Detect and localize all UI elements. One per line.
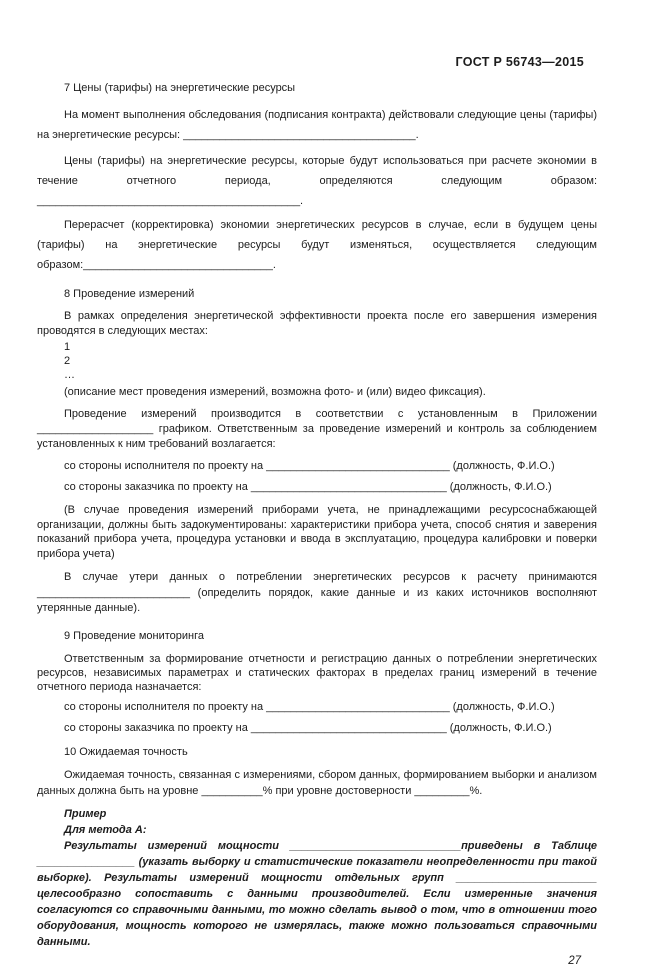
measurement-place-item-ellipsis: …: [64, 369, 75, 381]
paragraph-monitoring-responsible: Ответственным за формирование отчетности и регистрацию данных о потреблении энергетических ресурсов, независимых параметрах и статических факторах в пределах границ измерений в течение отчетного периода назначается:: [37, 652, 597, 693]
section-8-heading: 8 Проведение измерений: [64, 288, 195, 300]
paragraph-measurement-schedule: Проведение измерений производится в соответствии с установленным в Приложении ___________________ графиком. Ответственным за проведение измерений и контроль за соблюдением установленных к ним требований возлагается:: [37, 408, 597, 450]
paragraph-places-description: (описание мест проведения измерений, возможна фото- и (или) видео фиксация).: [64, 386, 486, 398]
measurement-place-item-2: 2: [64, 355, 71, 367]
page-number: 27: [568, 954, 581, 967]
section-9-heading: 9 Проведение мониторинга: [64, 629, 204, 642]
signature-line-customer-monitoring: со стороны заказчика по проекту на ________________________________ (должность, Ф.И.О.): [64, 721, 552, 734]
example-body: Результаты измерений мощности ____________________________приведены в Таблице ________________ (указать выборку и статистические показатели неопределенности при такой выборке). Результаты измерений мощности отдельных групп _______________________ целесообразно сопоставить с данными производителей. Если измеренные значения согласуются со справочными данными, то можно сделать вывод о том, что в отношении того оборудования, мощность которого не измерялась, также можно пользоваться справочными данными.: [37, 839, 597, 948]
measurement-place-item-1: 1: [64, 341, 71, 353]
example-block: [37, 806, 597, 950]
paragraph-current-prices: На момент выполнения обследования (подписания контракта) действовали следующие цены (тарифы) на энергетические ресурсы: ______________________________________.: [37, 109, 597, 141]
paragraph-data-loss: В случае утери данных о потреблении энергетических ресурсов к расчету принимаются _________________________ (определить порядок, какие данные и из каких источников восполняют утерянные данные).: [37, 571, 597, 614]
paragraph-meters-note: (В случае проведения измерений приборами учета, не принадлежащими ресурсоснабжающей организации, должны быть задокументированы: характеристики прибора учета, способ снятия и заверения показаний прибора учета, процедура установки и ввода в эксплуатацию, процедура калибровки и поверки прибора учета): [37, 504, 597, 560]
paragraph-future-prices: Цены (тарифы) на энергетические ресурсы, которые будут использоваться при расчете экономии в течение отчетного периода, определяются следующим образом: ___________________________________________.: [37, 155, 597, 207]
paragraph-expected-accuracy: Ожидаемая точность, связанная с измерениями, сбором данных, формированием выборки и анализом данных должна быть на уровне __________% при уровне достоверности _________%.: [37, 768, 597, 797]
paragraph-recalculation: Перерасчет (корректировка) экономии энергетических ресурсов в случае, если в будущем цены (тарифы) на энергетические ресурсы будут изменяться, осуществляется следующим образом:_______________________________.: [37, 219, 597, 271]
signature-line-executor-measurements: со стороны исполнителя по проекту на ______________________________ (должность, Ф.И.О.): [64, 460, 555, 472]
example-title: Пример: [64, 807, 107, 820]
example-method-subtitle: Для метода А:: [64, 823, 147, 836]
section-7-heading: 7 Цены (тарифы) на энергетические ресурсы: [64, 82, 296, 94]
signature-line-executor-monitoring: со стороны исполнителя по проекту на ______________________________ (должность, Ф.И.О.): [64, 700, 555, 713]
signature-line-customer-measurements: со стороны заказчика по проекту на ________________________________ (должность, Ф.И.О.): [64, 481, 552, 493]
standard-code-header: ГОСТ Р 56743—2015: [455, 55, 584, 69]
paragraph-measurement-intro: В рамках определения энергетической эффективности проекта после его завершения измерения проводятся в следующих местах:: [37, 310, 597, 337]
section-10-heading: 10 Ожидаемая точность: [64, 745, 188, 758]
